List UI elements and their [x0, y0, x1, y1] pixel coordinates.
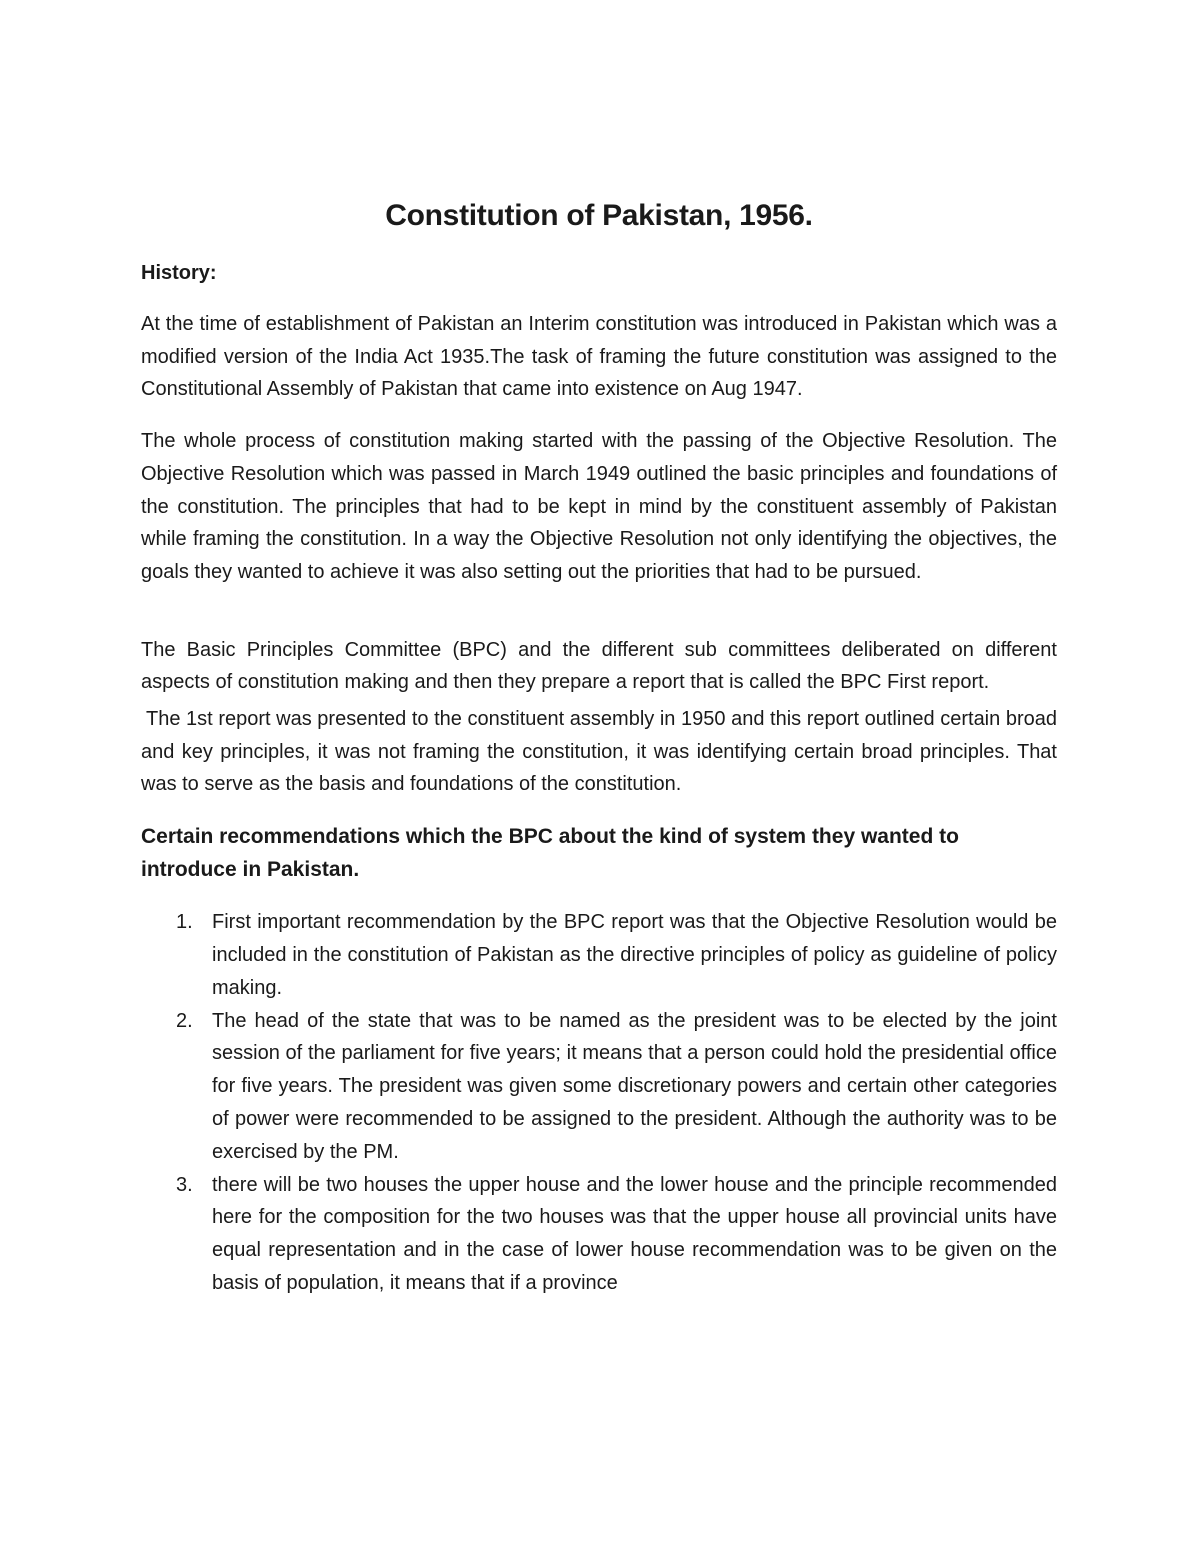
list-item — [141, 1005, 1057, 1169]
document-page — [141, 196, 1057, 1300]
document-title: Constitution of Pakistan, 1956. — [385, 199, 813, 232]
paragraph-first-report: The 1st report was presented to the constituent assembly in 1950 and this report outlined certain broad and key principles, it was not framing the constitution, it was identifying certain broad principles. That was to serve as the basis and foundations of the constitution. — [141, 708, 1057, 796]
recommendations-heading: Certain recommendations which the BPC about the kind of system they wanted to introduce in Pakistan. — [141, 825, 959, 882]
paragraph-interim-constitution: At the time of establishment of Pakistan an Interim constitution was introduced in Pakistan which was a modified version of the India Act 1935.The task of framing the future constitution was assigned to the Constitutional Assembly of Pakistan that came into existence on Aug 1947. — [141, 313, 1057, 401]
list-item-text: The head of the state that was to be named as the president was to be elected by the joint session of the parliament for five years; it means that a person could hold the presidential office for five years. The president was given some discretionary powers and certain other categories of power were recommended to be assigned to the president. Although the authority was to be exercised by the PM. — [212, 1009, 1057, 1163]
list-item-text: First important recommendation by the BPC report was that the Objective Resolution would be included in the constitution of Pakistan as the directive principles of policy as guideline of policy making. — [212, 911, 1057, 999]
list-item-number: 2. — [176, 1009, 193, 1032]
history-label: History: — [141, 262, 217, 284]
list-item-number: 1. — [176, 911, 193, 934]
list-item — [141, 906, 1057, 1004]
list-item — [141, 1169, 1057, 1300]
paragraph-objective-resolution: The whole process of constitution making started with the passing of the Objective Resolution. The Objective Resolution which was passed in March 1949 outlined the basic principles and foundations of the constitution. The principles that had to be kept in mind by the constituent assembly of Pakistan while framing the constitution. In a way the Objective Resolution not only identifying the objectives, the goals they wanted to achieve it was also setting out the priorities that had to be pursued. — [141, 430, 1057, 583]
list-item-number: 3. — [176, 1173, 193, 1196]
recommendations-list — [141, 906, 1057, 1300]
list-item-text: there will be two houses the upper house and the lower house and the principle recommended here for the composition for the two houses was that the upper house all provincial units have equal representation and in the case of lower house recommendation was to be given on the basis of population, it means that if a province — [212, 1173, 1057, 1294]
paragraph-bpc: The Basic Principles Committee (BPC) and the different sub committees deliberated on different aspects of constitution making and then they prepare a report that is called the BPC First report. — [141, 638, 1057, 694]
